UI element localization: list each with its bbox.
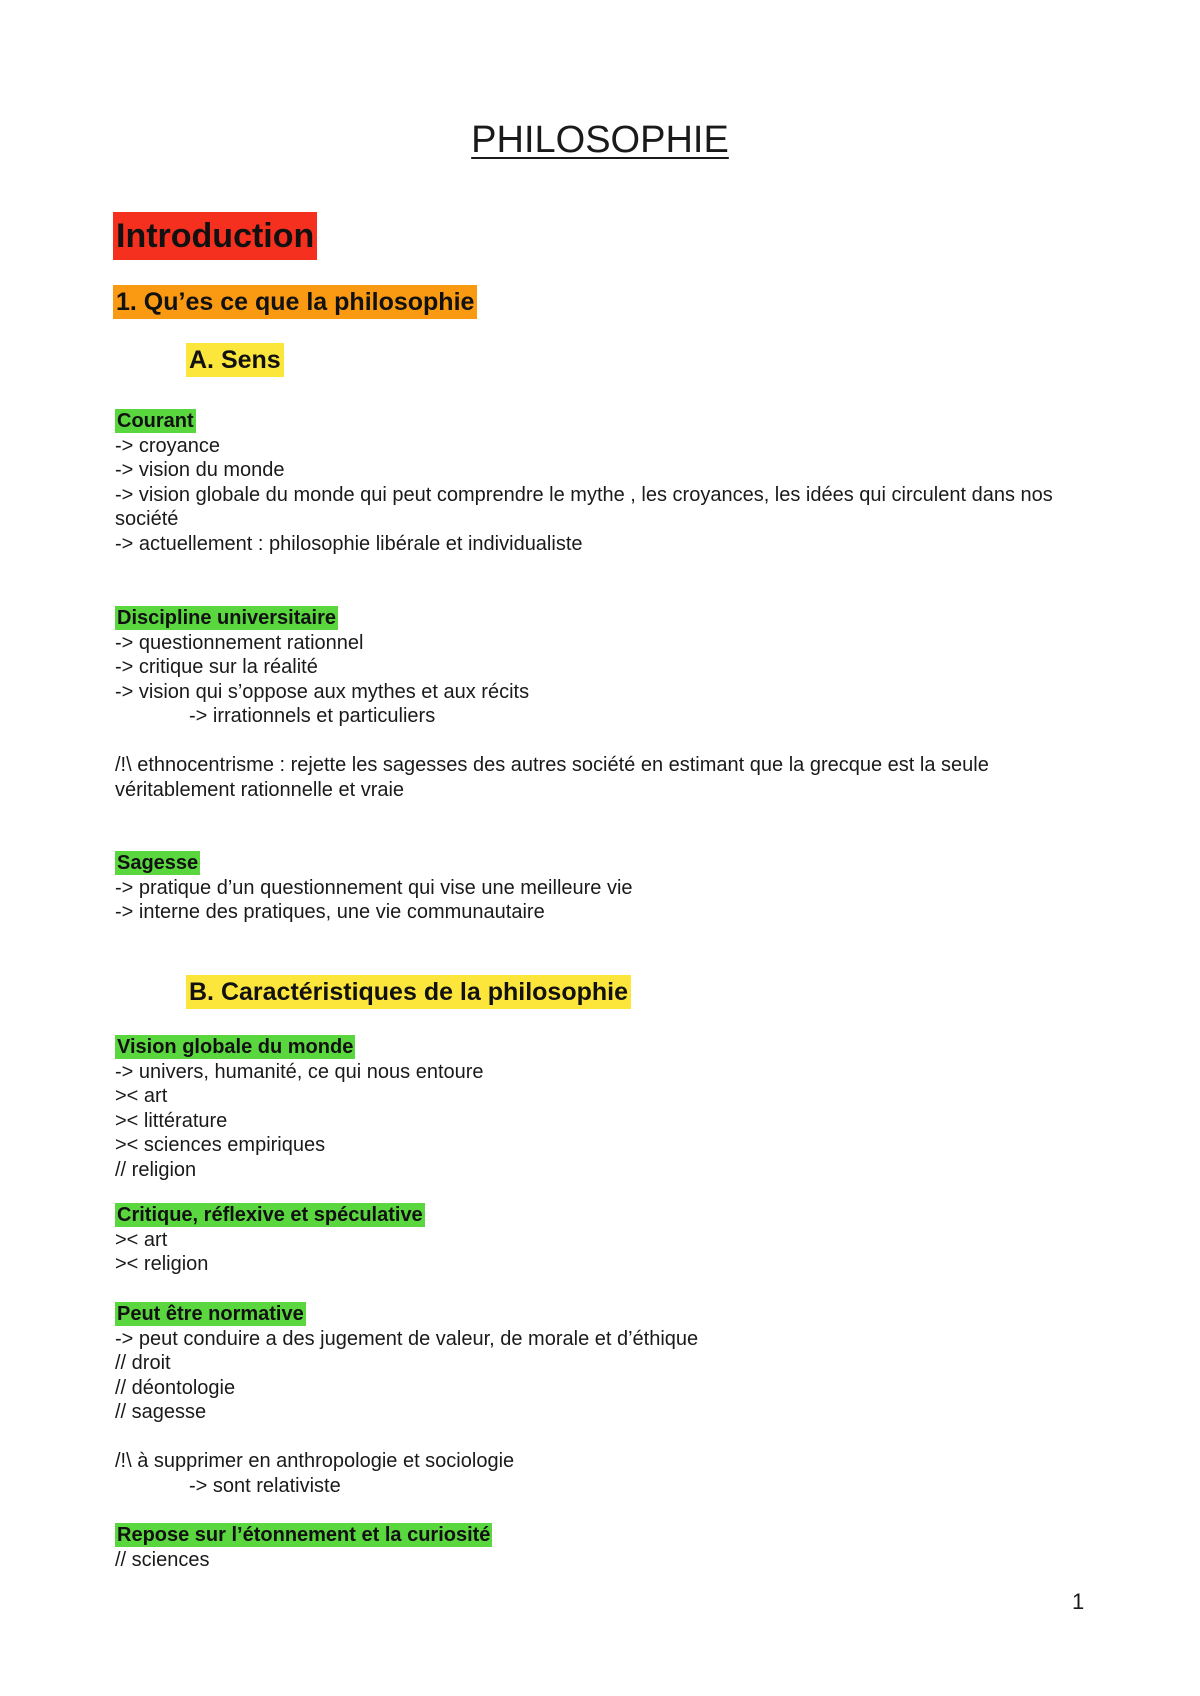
vision-line: >< sciences empiriques bbox=[115, 1134, 326, 1156]
discipline-line: -> critique sur la réalité bbox=[115, 656, 318, 678]
etonnement-line: // sciences bbox=[115, 1548, 210, 1571]
courant-block bbox=[115, 409, 1105, 556]
page-title: PHILOSOPHIE bbox=[471, 119, 729, 161]
discipline-indented-line: -> irrationnels et particuliers bbox=[189, 705, 436, 727]
normative-line: // droit bbox=[115, 1352, 171, 1374]
vision-line: >< littérature bbox=[115, 1109, 228, 1132]
subsection-b-heading bbox=[186, 975, 631, 1009]
chapter-heading bbox=[113, 212, 317, 260]
etonnement-block bbox=[115, 1523, 1105, 1572]
sagesse-block bbox=[115, 851, 1105, 925]
discipline-heading: Discipline universitaire bbox=[117, 607, 336, 629]
vision-block bbox=[115, 1035, 1105, 1182]
normative-line: // sagesse bbox=[115, 1401, 207, 1423]
sagesse-heading: Sagesse bbox=[117, 852, 199, 874]
critique-block bbox=[115, 1203, 1105, 1277]
vision-line: -> univers, humanité, ce qui nous entoure bbox=[115, 1060, 484, 1083]
normative-block bbox=[115, 1302, 1105, 1498]
section-title: 1. Qu’es ce que la philosophie bbox=[113, 285, 477, 319]
vision-line: >< art bbox=[115, 1085, 168, 1107]
courant-heading: Courant bbox=[117, 410, 194, 432]
discipline-block bbox=[115, 606, 1105, 802]
sagesse-line: -> pratique d’un questionnement qui vise une meilleure vie bbox=[115, 876, 633, 899]
subsection-a-title: A. Sens bbox=[186, 343, 284, 377]
critique-line: >< art bbox=[115, 1228, 168, 1251]
vision-line: // religion bbox=[115, 1158, 197, 1181]
courant-line: -> croyance bbox=[115, 434, 221, 457]
subsection-a-heading bbox=[186, 343, 284, 377]
chapter-title: Introduction bbox=[113, 212, 317, 260]
sagesse-line: -> interne des pratiques, une vie communautaire bbox=[115, 901, 545, 923]
courant-line: -> vision globale du monde qui peut comprendre le mythe , les croyances, les idées qui circulent dans nos société bbox=[115, 483, 1059, 530]
courant-line: -> vision du monde bbox=[115, 459, 285, 481]
normative-indented-line: -> sont relativiste bbox=[189, 1474, 341, 1497]
normative-heading: Peut être normative bbox=[117, 1303, 304, 1325]
discipline-line: -> vision qui s’oppose aux mythes et aux récits bbox=[115, 680, 530, 703]
subsection-b-title: B. Caractéristiques de la philosophie bbox=[186, 975, 631, 1009]
normative-line: // déontologie bbox=[115, 1376, 236, 1399]
vision-heading: Vision globale du monde bbox=[117, 1036, 354, 1058]
critique-line: >< religion bbox=[115, 1253, 209, 1275]
normative-warning: /!\ à supprimer en anthropologie et sociologie bbox=[115, 1450, 515, 1472]
normative-line: -> peut conduire a des jugement de valeur, de morale et d’éthique bbox=[115, 1327, 699, 1350]
courant-line: -> actuellement : philosophie libérale et individualiste bbox=[115, 532, 583, 555]
etonnement-heading: Repose sur l’étonnement et la curiosité bbox=[117, 1524, 491, 1546]
ethnocentrism-warning: /!\ ethnocentrisme : rejette les sagesses des autres société en estimant que la grecque est la seule véritablement rationnelle et vraie bbox=[115, 754, 995, 801]
section-heading bbox=[113, 285, 477, 319]
page-number: 1 bbox=[1072, 1589, 1085, 1614]
discipline-line: -> questionnement rationnel bbox=[115, 631, 364, 654]
critique-heading: Critique, réflexive et spéculative bbox=[117, 1204, 423, 1226]
